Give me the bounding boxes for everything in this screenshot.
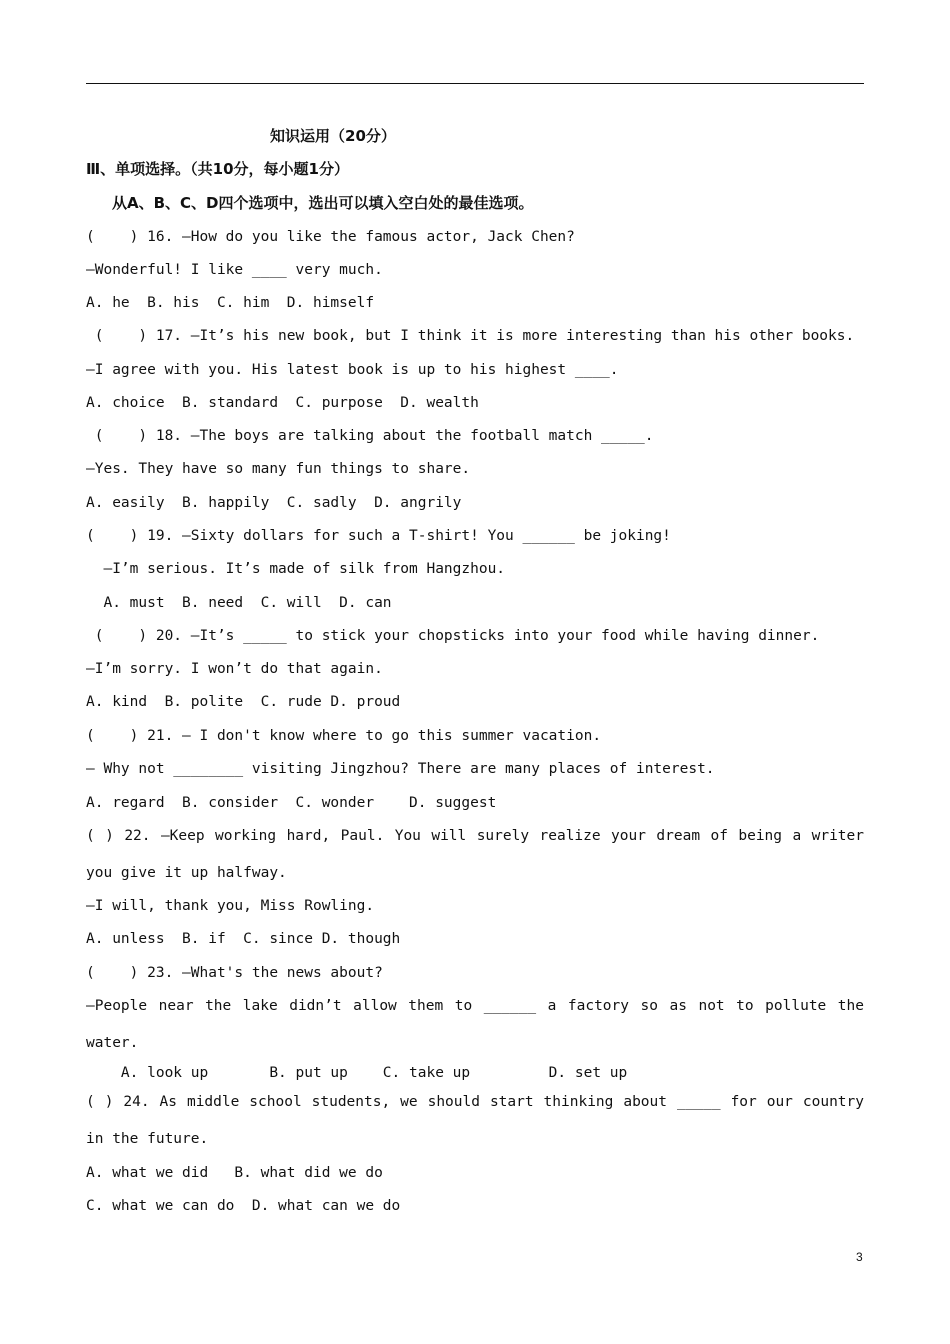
question-24-stem: ( ) 24. As middle school students, we should start thinking about _____ for our country [86, 1094, 864, 1110]
question-18-stem: ( ) 18. —The boys are talking about the football match _____. [86, 428, 654, 444]
question-21-reply: — Why not ________ visiting Jingzhou? There are many places of interest. [86, 761, 715, 777]
question-23-stem: ( ) 23. —What's the news about? [86, 965, 383, 981]
question-18-options: A. easily B. happily C. sadly D. angrily [86, 495, 462, 511]
question-24-options-ab: A. what we did B. what did we do [86, 1165, 383, 1181]
section-title: 知识运用（20分） [270, 127, 396, 145]
question-22-reply: —I will, thank you, Miss Rowling. [86, 898, 375, 914]
question-22-stem-cont: you give it up halfway. [86, 865, 287, 881]
question-24-stem-cont: in the future. [86, 1131, 209, 1147]
question-16-stem: ( ) 16. —How do you like the famous actor, Jack Chen? [86, 229, 575, 245]
question-17-reply: —I agree with you. His latest book is up to his highest ____. [86, 362, 619, 378]
question-20-options: A. kind B. polite C. rude D. proud [86, 694, 401, 710]
question-22-stem: ( ) 22. —Keep working hard, Paul. You will surely realize your dream of being a writer [86, 828, 864, 844]
question-20-reply: —I’m sorry. I won’t do that again. [86, 661, 383, 677]
instruction-text: 从A、B、C、D四个选项中，选出可以填入空白处的最佳选项。 [112, 194, 534, 212]
page-number: 3 [856, 1250, 863, 1264]
part-heading: Ⅲ、单项选择。（共10分，每小题1分） [86, 160, 349, 178]
header-rule [86, 83, 864, 84]
question-18-reply: —Yes. They have so many fun things to share. [86, 461, 471, 477]
question-19-stem: ( ) 19. —Sixty dollars for such a T-shirt! You ______ be joking! [86, 528, 671, 544]
question-23-options: A. look up B. put up C. take up D. set up [86, 1065, 628, 1081]
question-23-reply: —People near the lake didn’t allow them to ______ a factory so as not to pollute the [86, 998, 864, 1014]
question-23-reply-cont: water. [86, 1035, 139, 1051]
question-24-options-cd: C. what we can do D. what can we do [86, 1198, 401, 1214]
question-21-stem: ( ) 21. — I don't know where to go this summer vacation. [86, 728, 602, 744]
question-17-options: A. choice B. standard C. purpose D. wealth [86, 395, 479, 411]
question-16-reply: —Wonderful! I like ____ very much. [86, 262, 383, 278]
question-17-stem: ( ) 17. —It’s his new book, but I think it is more interesting than his other books. [86, 328, 855, 344]
question-16-options: A. he B. his C. him D. himself [86, 295, 375, 311]
question-21-options: A. regard B. consider C. wonder D. suggest [86, 795, 497, 811]
question-20-stem: ( ) 20. —It’s _____ to stick your chopsticks into your food while having dinner. [86, 628, 820, 644]
question-19-options: A. must B. need C. will D. can [86, 595, 392, 611]
question-19-reply: —I’m serious. It’s made of silk from Hangzhou. [86, 561, 506, 577]
question-22-options: A. unless B. if C. since D. though [86, 931, 401, 947]
